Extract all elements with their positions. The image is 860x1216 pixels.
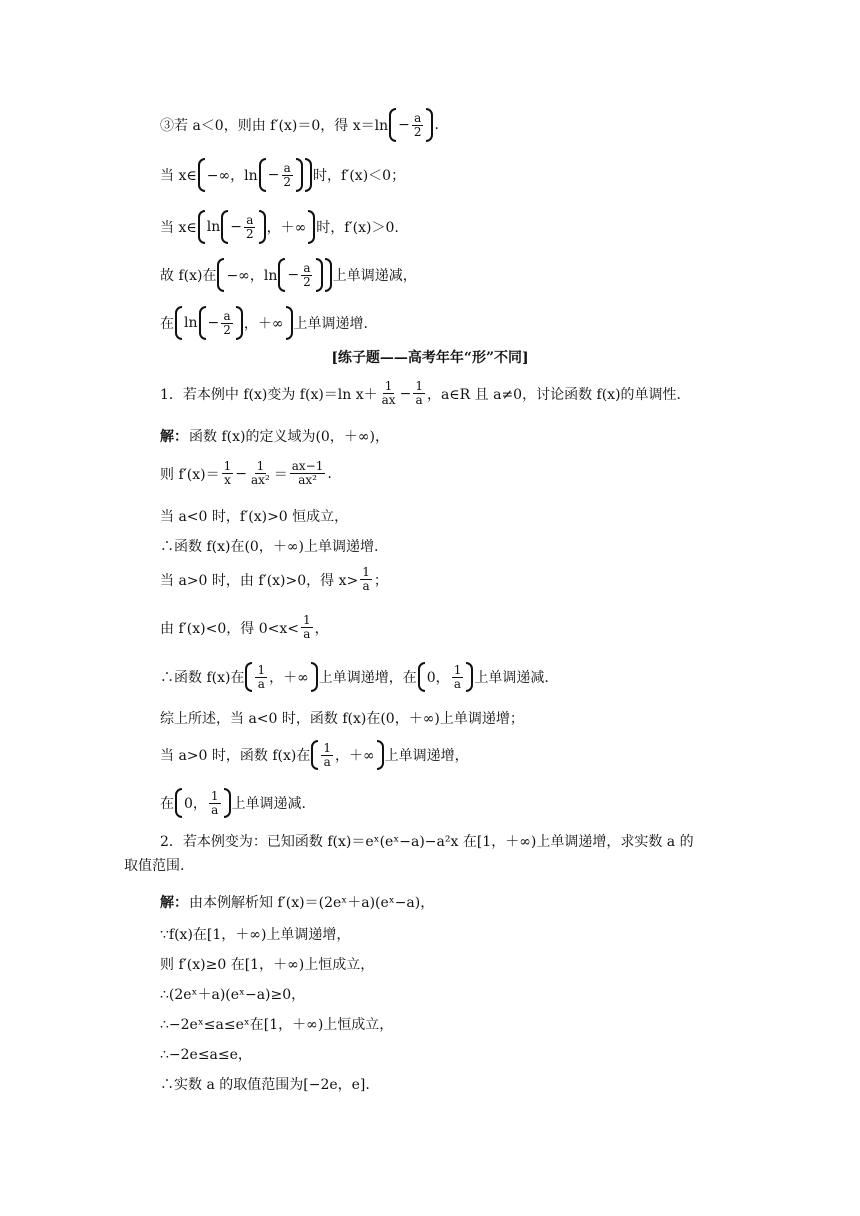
decreasing-interval-line (160, 258, 417, 292)
paren-left (198, 158, 205, 192)
case-a-negative-line (160, 108, 439, 142)
text: ，a∈R 且 a≠0，讨论函数 f(x)的单调性. (426, 386, 681, 403)
fraction: $\frac{1}{a}$ (302, 613, 311, 641)
text: 上单调递增. (293, 316, 368, 332)
q2-solution-derivative (160, 892, 434, 912)
fraction: $\frac{a}{2}$ (223, 308, 231, 337)
fraction: $\frac{1}{a}$ (257, 662, 266, 691)
fraction: $\frac{1}{a}$ (453, 662, 462, 691)
minus: − (287, 267, 300, 283)
fraction: $\frac{1}{x}$ (223, 459, 232, 487)
text: 当 x∈ (160, 220, 197, 236)
paren-left (198, 210, 205, 244)
text: 故 f(x)在 (160, 268, 217, 284)
fraction: $\frac{a}{2}$ (283, 160, 291, 189)
paren-left (259, 158, 266, 192)
q2-increasing-premise: ∵f(x)在[1，＋∞)上单调递增， (160, 927, 351, 943)
q1-monotonic-intervals (160, 662, 549, 692)
text: 则 f′(x)＝ (160, 466, 220, 483)
paren-left (311, 740, 318, 770)
increasing-interval-line (160, 306, 368, 340)
text: −∞，ln (226, 268, 278, 284)
equals: ＝ (273, 466, 288, 483)
text: . (434, 117, 439, 133)
paren-right (286, 306, 293, 340)
text: 在 (160, 316, 174, 332)
text: ，＋∞ (334, 748, 375, 764)
paren-left (217, 258, 224, 292)
fraction: $\frac{1}{a}$ (362, 565, 370, 593)
q2-bounds: ∴−2eˣ≤a≤eˣ在[1，＋∞)上恒成立， (160, 1017, 394, 1033)
paren-right (426, 108, 433, 142)
q2-answer: ∴实数 a 的取值范围为[−2e，e]. (160, 1077, 370, 1093)
text: ③若 a＜0，则由 f′(x)＝0，得 x＝ln (160, 118, 389, 134)
paren-left (175, 788, 182, 818)
q1-increasing-conclusion: ∴函数 f(x)在(0，＋∞)上单调递增. (160, 539, 379, 555)
text: 上单调递增， (384, 748, 469, 764)
paren-left (221, 210, 228, 244)
paren-right (305, 158, 312, 192)
text: ， (314, 620, 329, 637)
q2-inequality: ∴(2eˣ＋a)(eˣ−a)≥0， (160, 987, 306, 1003)
paren-right (296, 158, 303, 192)
q1-derivative (160, 460, 332, 487)
paren-left (175, 306, 182, 340)
minus: − (235, 465, 248, 482)
minus: − (207, 315, 220, 331)
minus: − (398, 117, 410, 133)
paren-left (245, 662, 252, 692)
text: ，＋∞ (266, 220, 307, 236)
text: 由 f′(x)<0，得 0<x< (160, 620, 299, 637)
text: . (327, 465, 332, 482)
paren-left (389, 108, 396, 142)
text: ln (184, 315, 198, 331)
q1-case-a-positive (160, 566, 388, 593)
text: 时，f′(x)＞0. (316, 220, 399, 236)
text: 在 (160, 796, 174, 812)
text: 上单调递减. (231, 796, 307, 812)
q1-case-a-negative: 当 a<0 时，f′(x)>0 恒成立， (160, 509, 349, 525)
text: 上单调递增，在 (318, 670, 417, 686)
text: 当 x∈ (160, 168, 197, 184)
paren-right (259, 210, 266, 244)
text: 函数 f(x)的定义域为(0，＋∞)， (189, 429, 389, 445)
paren-left (199, 306, 206, 340)
text: ，＋∞ (243, 316, 284, 332)
text: 由本例解析知 f′(x)＝(2eˣ＋a)(eˣ−a)， (189, 895, 435, 911)
fraction: $\frac{1}{a}$ (415, 379, 423, 407)
paren-right (377, 740, 384, 770)
q1-summary-decreasing (160, 788, 306, 818)
interval-positive-derivative-line (160, 210, 399, 244)
fraction: $\frac{1}{a}$ (210, 788, 219, 817)
section-heading: [练子题——高考年年“形”不同] (331, 350, 529, 366)
paren-right (325, 258, 332, 292)
minus: − (230, 219, 242, 235)
paren-right (316, 258, 323, 292)
paren-right (224, 788, 231, 818)
fraction: $\frac{1}{ax}$ (381, 379, 396, 407)
solution-label: 解： (160, 429, 188, 445)
q1-negative-derivative-range (160, 614, 329, 641)
paren-right (466, 662, 473, 692)
text: 当 a>0 时，函数 f(x)在 (160, 748, 311, 764)
q1-summary: 综上所述，当 a<0 时，函数 f(x)在(0，＋∞)上单调递增； (160, 711, 524, 727)
fraction: $\frac{a}{2}$ (413, 110, 422, 139)
fraction: $\frac{a}{2}$ (245, 212, 254, 241)
paren-left (278, 258, 285, 292)
text: 上单调递减. (474, 670, 549, 686)
q2-nonnegative-derivative: 则 f′(x)≥0 在[1，＋∞)上恒成立， (160, 957, 375, 973)
text: 上单调递减， (332, 268, 417, 284)
q1-summary-positive (160, 740, 469, 770)
minus: − (399, 385, 412, 402)
paren-right (308, 210, 315, 244)
text: ，＋∞ (269, 670, 309, 686)
text: 0， (426, 670, 450, 686)
text: ∴函数 f(x)在 (160, 670, 245, 686)
q1-solution-domain (160, 426, 389, 446)
text: ； (373, 572, 388, 589)
paren-right (236, 306, 243, 340)
text: 0， (184, 796, 207, 812)
q2-statement: 2．若本例变为：已知函数 f(x)＝eˣ(eˣ−a)−a²x 在[1，＋∞)上单调递增，求实数 a 的取值范围. (124, 834, 694, 874)
text: 时，f′(x)＜0； (312, 168, 406, 184)
text: −∞，ln (206, 168, 258, 184)
paren-right (311, 662, 318, 692)
text: 当 a>0 时，由 f′(x)>0，得 x> (160, 572, 359, 589)
minus: − (267, 167, 280, 183)
fraction: $\frac{ax-1}{\text{ax²}}$ (291, 459, 324, 487)
fraction: $\frac{1}{a}$ (323, 740, 331, 769)
interval-negative-derivative-line (160, 158, 405, 192)
text: 1．若本例中 f(x)变为 f(x)＝ln x＋ (160, 386, 378, 403)
solution-label: 解： (160, 895, 188, 911)
text: ln (206, 219, 221, 235)
fraction: $\frac{1}{\text{ax²}}$ (251, 459, 270, 487)
q1-statement (160, 380, 681, 407)
q2-bounds-at-1: ∴−2e≤a≤e， (160, 1047, 252, 1063)
fraction: $\frac{a}{2}$ (303, 260, 311, 289)
paren-left (418, 662, 425, 692)
